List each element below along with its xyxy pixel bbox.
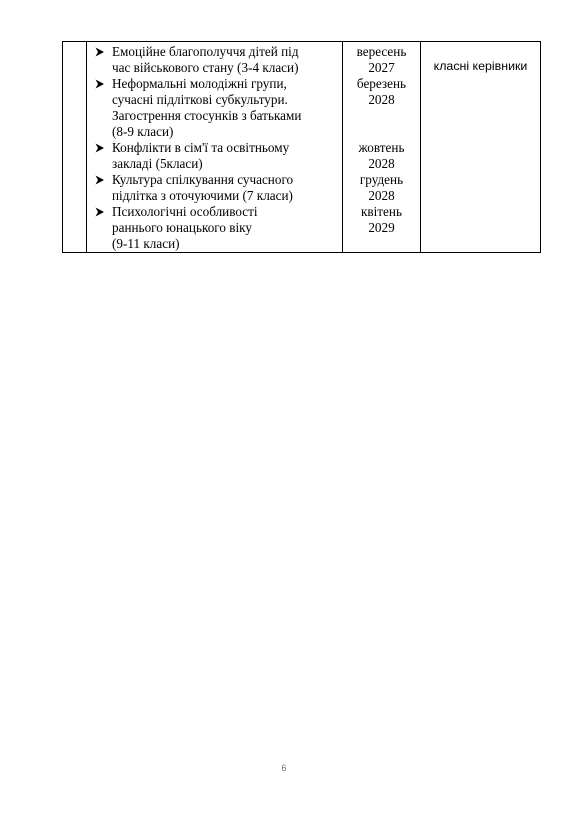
topic-line: час військового стану (3-4 класи) <box>112 60 299 75</box>
date-month: грудень <box>359 172 404 187</box>
date-year: 2029 <box>368 220 395 235</box>
arrowhead-bullet-icon <box>95 44 107 60</box>
date-entry <box>343 44 420 76</box>
topic-line: (8-9 класи) <box>112 124 174 139</box>
topic-line: Емоційне благополуччя дітей під <box>112 44 299 59</box>
arrowhead-bullet-icon <box>95 76 107 92</box>
table-row <box>63 42 541 253</box>
date-month: квітень <box>361 204 402 219</box>
date-month: березень <box>356 76 407 91</box>
topics-list <box>87 42 342 252</box>
topic-line: Конфлікти в сім'ї та освітньому <box>112 140 290 155</box>
arrowhead-bullet-icon <box>95 204 107 220</box>
date-month: вересень <box>356 44 407 59</box>
spacer <box>343 124 420 140</box>
activities-table <box>62 41 541 253</box>
topic-line: закладі (5класи) <box>112 156 203 171</box>
topic-line: Загострення стосунків з батьками <box>112 108 302 123</box>
date-entry <box>343 76 420 108</box>
topic-item <box>112 76 338 140</box>
date-entry <box>343 172 420 204</box>
dates-cell <box>343 42 421 253</box>
topic-line: Культура спілкування сучасного <box>112 172 294 187</box>
date-year: 2028 <box>368 92 395 107</box>
topic-line: Психологічні особливості <box>112 204 258 219</box>
responsible-cell <box>421 42 541 253</box>
topic-line: сучасні підліткові субкультури. <box>112 92 288 107</box>
topic-line: раннього юнацького віку <box>112 220 252 235</box>
topic-item <box>112 140 338 172</box>
arrowhead-bullet-icon <box>95 172 107 188</box>
topic-item <box>112 172 338 204</box>
date-year: 2028 <box>368 188 395 203</box>
topics-cell <box>87 42 343 253</box>
date-year: 2028 <box>368 156 395 171</box>
number-cell <box>63 42 87 253</box>
spacer <box>343 108 420 124</box>
date-month: жовтень <box>358 140 405 155</box>
date-year: 2027 <box>368 60 395 75</box>
date-entry <box>343 204 420 236</box>
dates-list <box>343 42 420 236</box>
topic-line: (9-11 класи) <box>112 236 180 251</box>
responsible-text: класні керівники <box>433 59 528 73</box>
page-number: 6 <box>281 763 287 773</box>
date-entry <box>343 140 420 172</box>
topic-item <box>112 204 338 252</box>
topic-line: підлітка з оточуючими (7 класи) <box>112 188 293 203</box>
topic-item <box>112 44 338 76</box>
topic-line: Неформальні молодіжні групи, <box>112 76 287 91</box>
arrowhead-bullet-icon <box>95 140 107 156</box>
